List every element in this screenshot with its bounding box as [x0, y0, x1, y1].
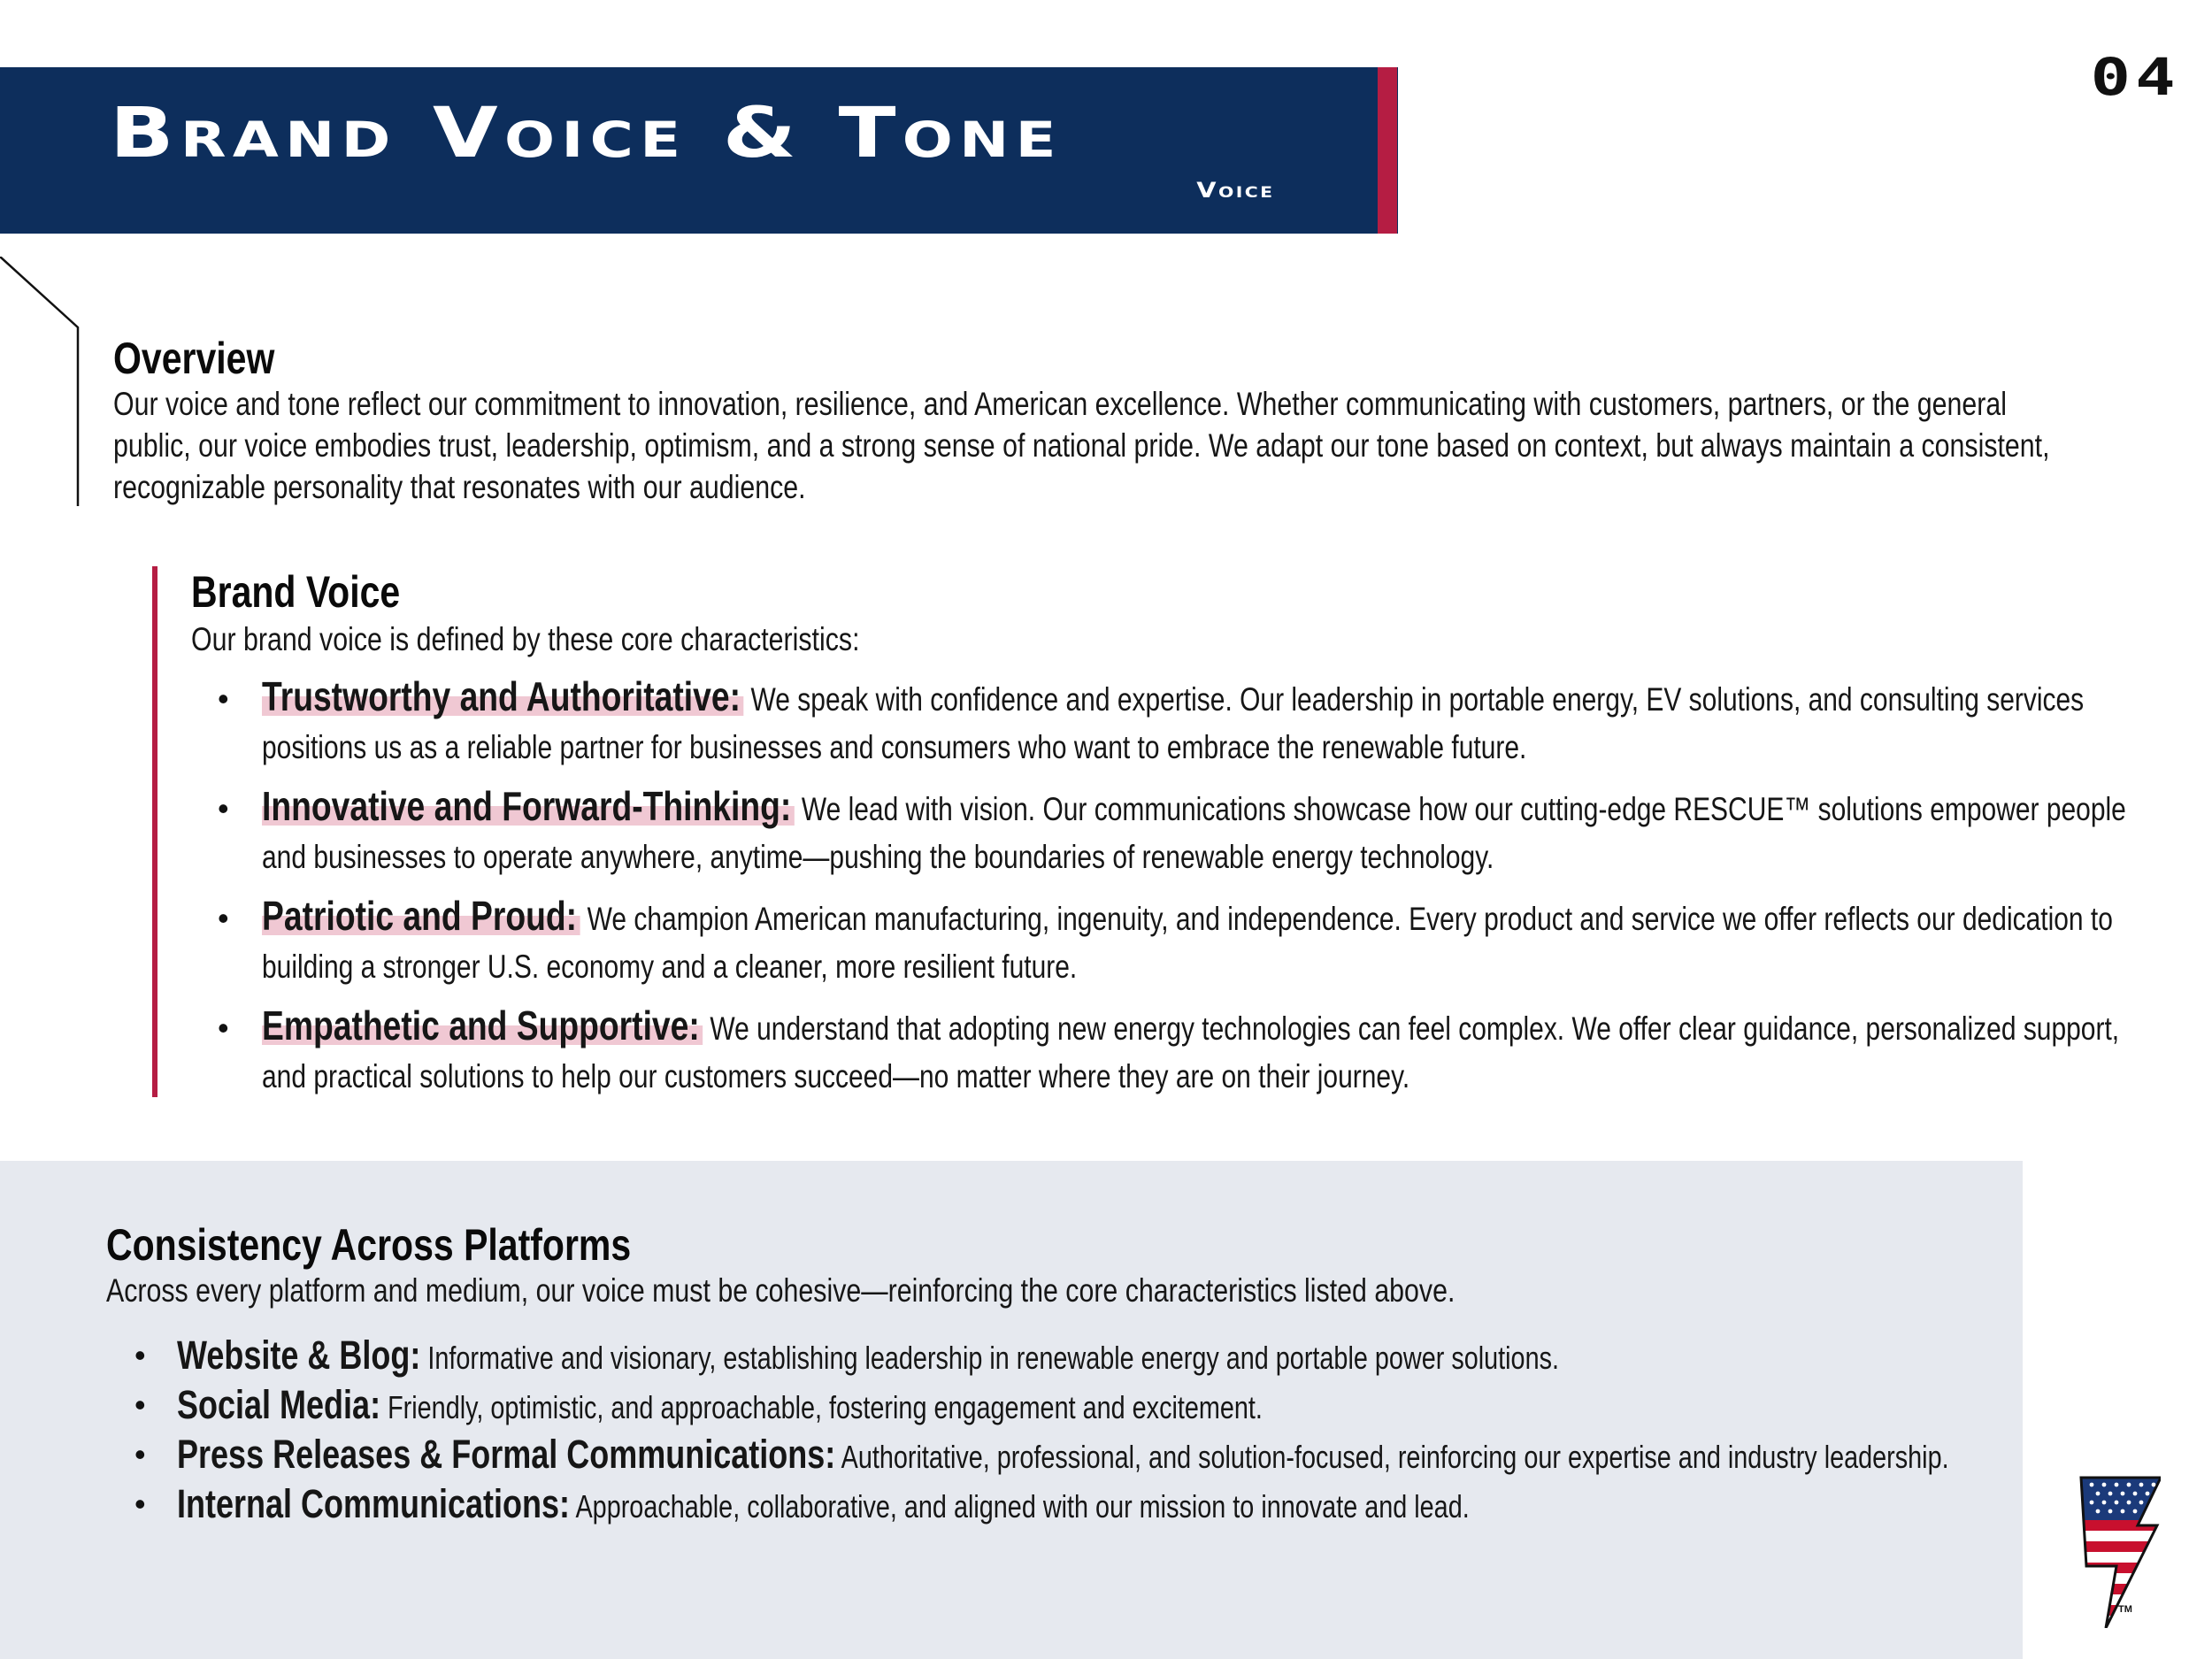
- list-item: [191, 782, 2126, 881]
- list-item: [106, 1333, 2008, 1382]
- bullet-icon: •: [218, 790, 229, 826]
- list-item: [106, 1432, 2008, 1481]
- platform-term: Press Releases & Formal Communications:: [177, 1432, 836, 1477]
- page-title: Brand Voice & Tone: [110, 94, 1063, 173]
- platform-term: Internal Communications:: [177, 1481, 571, 1526]
- voice-description: We speak with confidence and expertise. Our leadership in portable energy, EV solutions, and consulting services positions us as a reliable partner for businesses and consumers who want to embrace the renewable future.: [262, 681, 2085, 765]
- bullet-icon: •: [134, 1386, 146, 1423]
- voice-term: Trustworthy and Authoritative:: [262, 673, 743, 719]
- list-item: [191, 892, 2113, 991]
- voice-description: We understand that adopting new energy technologies can feel complex. We offer clear guidance, personalized support, and practical solutions to help our customers succeed—no matter where they are on their journey.: [262, 1010, 2120, 1094]
- voice-description: We champion American manufacturing, ingenuity, and independence. Every product and service we offer reflects our dedication to building a stronger U.S. economy and a cleaner, more resilient future.: [262, 901, 2113, 985]
- list-item: [191, 672, 2093, 772]
- overview-body: Our voice and tone reflect our commitment to innovation, resilience, and American excellence. Whether communicating with customers, partners, or the general public, our voice embodies trust, leadership, optimism, and a strong sense of national pride. We adapt our tone based on context, but always maintain a consistent, recognizable personality that resonates with our audience.: [113, 386, 2050, 505]
- page-number: 04: [2090, 47, 2180, 107]
- page-subtitle: Voice: [1195, 178, 1274, 203]
- consistency-lead: Across every platform and medium, our voice must be cohesive—reinforcing the core characteristics listed above.: [106, 1272, 1455, 1309]
- voice-term: Innovative and Forward-Thinking:: [262, 783, 795, 829]
- platform-description: Approachable, collaborative, and aligned with our mission to innovate and lead.: [575, 1488, 1470, 1525]
- consistency-heading: Consistency Across Platforms: [106, 1220, 632, 1270]
- corner-line-decoration: [0, 257, 84, 506]
- list-item: [106, 1382, 2008, 1432]
- bullet-icon: •: [218, 680, 229, 717]
- brand-voice-section: [191, 567, 2126, 1111]
- consistency-section: [106, 1221, 2008, 1531]
- platform-description: Friendly, optimistic, and approachable, fostering engagement and excitement.: [388, 1389, 1263, 1425]
- bullet-icon: •: [218, 900, 229, 936]
- platform-term: Website & Blog:: [177, 1333, 421, 1378]
- voice-term: Empathetic and Supportive:: [262, 1002, 703, 1048]
- brand-voice-heading: Brand Voice: [191, 567, 401, 617]
- trademark-mark: TM: [2118, 1604, 2132, 1615]
- overview-section: [113, 334, 2060, 508]
- brand-voice-lead: Our brand voice is defined by these core characteristics:: [191, 621, 860, 657]
- bullet-icon: •: [134, 1337, 146, 1373]
- platform-description: Informative and visionary, establishing leadership in renewable energy and portable power solutions.: [427, 1340, 1559, 1376]
- bullet-icon: •: [134, 1486, 146, 1522]
- brand-voice-list: [191, 672, 2126, 1101]
- list-item: [191, 1002, 2120, 1101]
- voice-description: We lead with vision. Our communications showcase how our cutting-edge RESCUE™ solutions empower people and businesses to operate anywhere, anytime—pushing the boundaries of renewable energy technology.: [262, 791, 2126, 875]
- platform-description: Authoritative, professional, and solution-focused, reinforcing our expertise and industry leadership.: [841, 1439, 1949, 1475]
- bullet-icon: •: [218, 1010, 229, 1046]
- list-item: [106, 1481, 2008, 1531]
- voice-term: Patriotic and Proud:: [262, 893, 580, 939]
- brand-voice-accent-bar: [152, 566, 157, 1097]
- overview-heading: Overview: [113, 334, 275, 383]
- platform-list: [106, 1333, 2008, 1531]
- bullet-icon: •: [134, 1436, 146, 1472]
- platform-term: Social Media:: [177, 1382, 381, 1427]
